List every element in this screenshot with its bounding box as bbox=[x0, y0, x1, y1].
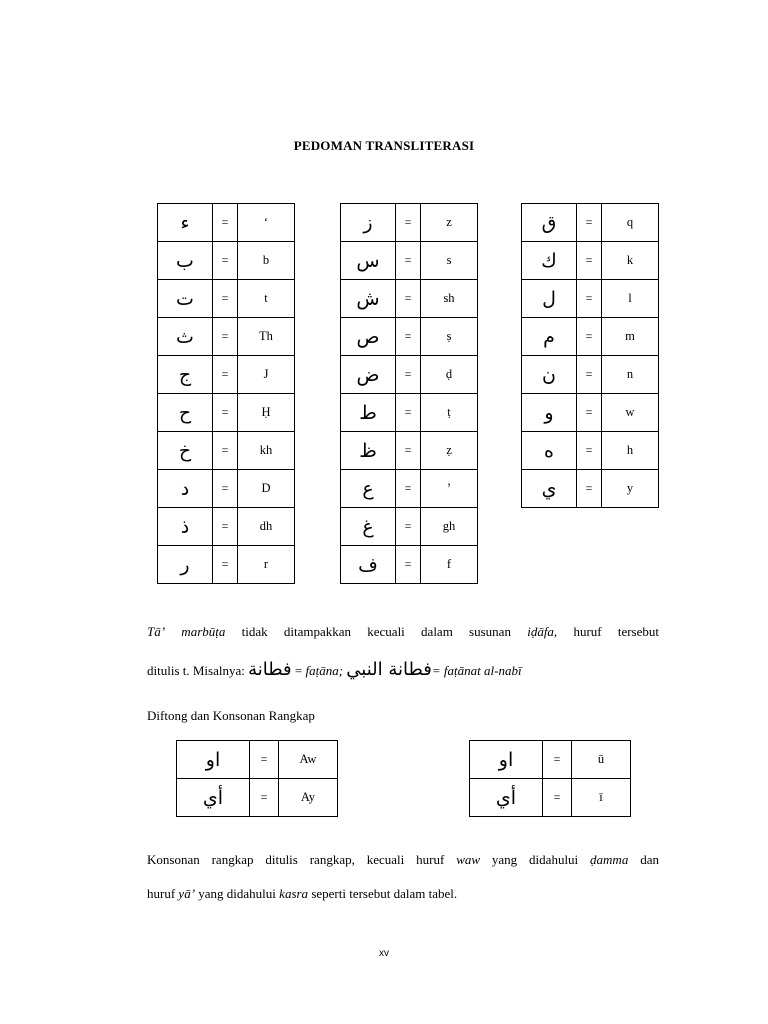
latin-transliteration: n bbox=[602, 356, 659, 394]
latin-transliteration: w bbox=[602, 394, 659, 432]
equals-sign: = bbox=[396, 356, 421, 394]
table-row bbox=[341, 470, 478, 508]
table-row bbox=[158, 470, 295, 508]
equals-sign: = bbox=[213, 204, 238, 242]
latin-transliteration: s bbox=[421, 242, 478, 280]
table-row bbox=[158, 432, 295, 470]
latin-transliteration: ḍ bbox=[421, 356, 478, 394]
para2-text1: ditulis t. Misalnya: bbox=[147, 663, 249, 678]
equals-sign: = bbox=[213, 470, 238, 508]
table-row bbox=[341, 508, 478, 546]
latin-transliteration: Aw bbox=[279, 741, 338, 779]
page-number: xv bbox=[379, 948, 389, 959]
latin-transliteration: kh bbox=[238, 432, 295, 470]
table-row bbox=[158, 204, 295, 242]
arabic-letter: ف bbox=[341, 546, 396, 584]
table-row bbox=[158, 546, 295, 584]
table-row bbox=[522, 432, 659, 470]
table-row bbox=[341, 356, 478, 394]
arabic-letter: أي bbox=[470, 779, 543, 817]
equals-sign: = bbox=[213, 546, 238, 584]
arabic-letter: خ bbox=[158, 432, 213, 470]
table-row bbox=[522, 470, 659, 508]
arabic-letter: ن bbox=[522, 356, 577, 394]
table-row bbox=[177, 741, 338, 779]
table-row bbox=[158, 356, 295, 394]
equals-sign: = bbox=[213, 242, 238, 280]
equals-sign: = bbox=[577, 356, 602, 394]
table-row bbox=[522, 204, 659, 242]
latin-transliteration: Ḥ bbox=[238, 394, 295, 432]
arabic-fatanat-al-nabi: فطانة النبي bbox=[346, 659, 432, 680]
equals-sign: = bbox=[577, 204, 602, 242]
table-row bbox=[158, 508, 295, 546]
table-row bbox=[522, 242, 659, 280]
paragraph-ta-marbuta bbox=[147, 622, 659, 642]
para4-text3: seperti tersebut dalam tabel. bbox=[308, 886, 458, 901]
arabic-letter: ح bbox=[158, 394, 213, 432]
latin-transliteration: f bbox=[421, 546, 478, 584]
arabic-letter: ت bbox=[158, 280, 213, 318]
para3-text2: yang didahului bbox=[480, 852, 591, 867]
equals-sign: = bbox=[396, 318, 421, 356]
table-row bbox=[158, 242, 295, 280]
translit-table-3 bbox=[521, 203, 659, 508]
equals-sign: = bbox=[577, 280, 602, 318]
arabic-letter: ض bbox=[341, 356, 396, 394]
latin-transliteration: h bbox=[602, 432, 659, 470]
table-row bbox=[177, 779, 338, 817]
diphthong-table-left bbox=[176, 740, 338, 817]
equals-sign: = bbox=[250, 741, 279, 779]
equals-sign: = bbox=[396, 432, 421, 470]
term-idafa: iḍāfa, bbox=[527, 624, 558, 639]
arabic-letter: أي bbox=[177, 779, 250, 817]
table-row bbox=[158, 318, 295, 356]
translit-table-2 bbox=[340, 203, 478, 584]
latin-transliteration: ī bbox=[572, 779, 631, 817]
arabic-letter: ك bbox=[522, 242, 577, 280]
arabic-letter: ش bbox=[341, 280, 396, 318]
table-row bbox=[158, 280, 295, 318]
latin-transliteration: ṭ bbox=[421, 394, 478, 432]
arabic-fatana: فطانة bbox=[248, 659, 292, 680]
arabic-letter: ع bbox=[341, 470, 396, 508]
equals-sign: = bbox=[543, 741, 572, 779]
arabic-letter: غ bbox=[341, 508, 396, 546]
equals-sign: = bbox=[396, 204, 421, 242]
latin-transliteration: ʻ bbox=[238, 204, 295, 242]
arabic-letter: س bbox=[341, 242, 396, 280]
latin-transliteration: y bbox=[602, 470, 659, 508]
arabic-letter: ط bbox=[341, 394, 396, 432]
page-title: PEDOMAN TRANSLITERASI bbox=[293, 138, 475, 153]
latin-transliteration: gh bbox=[421, 508, 478, 546]
latin-transliteration: t bbox=[238, 280, 295, 318]
latin-transliteration: b bbox=[238, 242, 295, 280]
latin-transliteration: Th bbox=[238, 318, 295, 356]
table-row bbox=[341, 432, 478, 470]
latin-transliteration: D bbox=[238, 470, 295, 508]
table-row bbox=[522, 394, 659, 432]
latin-transliteration: Ay bbox=[279, 779, 338, 817]
arabic-letter: او bbox=[470, 741, 543, 779]
latin-transliteration: ū bbox=[572, 741, 631, 779]
arabic-letter: ء bbox=[158, 204, 213, 242]
latin-transliteration: ẓ bbox=[421, 432, 478, 470]
table-row bbox=[341, 242, 478, 280]
table-row bbox=[470, 779, 631, 817]
arabic-letter: ذ bbox=[158, 508, 213, 546]
arabic-letter: ر bbox=[158, 546, 213, 584]
equals-sign: = bbox=[396, 394, 421, 432]
equals-sign: = bbox=[396, 546, 421, 584]
latin-transliteration: ʼ bbox=[421, 470, 478, 508]
arabic-letter: ظ bbox=[341, 432, 396, 470]
arabic-letter: ه bbox=[522, 432, 577, 470]
translit-fatanat-al-nabi: = faṭānat al-nabī bbox=[431, 663, 522, 678]
equals-sign: = bbox=[213, 394, 238, 432]
table-row bbox=[522, 280, 659, 318]
latin-transliteration: l bbox=[602, 280, 659, 318]
equals-sign: = bbox=[577, 470, 602, 508]
equals-sign: = bbox=[213, 280, 238, 318]
equals-sign: = bbox=[396, 470, 421, 508]
arabic-letter: ص bbox=[341, 318, 396, 356]
arabic-letter: ي bbox=[522, 470, 577, 508]
paragraph-ya bbox=[147, 884, 659, 904]
latin-transliteration: k bbox=[602, 242, 659, 280]
latin-transliteration: z bbox=[421, 204, 478, 242]
latin-transliteration: J bbox=[238, 356, 295, 394]
latin-transliteration: dh bbox=[238, 508, 295, 546]
arabic-letter: ج bbox=[158, 356, 213, 394]
arabic-letter: ث bbox=[158, 318, 213, 356]
para3-text3: dan bbox=[628, 852, 659, 867]
para3-text1: Konsonan rangkap ditulis rangkap, kecuali huruf bbox=[147, 852, 457, 867]
arabic-letter: و bbox=[522, 394, 577, 432]
table-row bbox=[522, 318, 659, 356]
arabic-letter: د bbox=[158, 470, 213, 508]
term-damma: ḍamma bbox=[590, 852, 629, 867]
table-row bbox=[341, 394, 478, 432]
para1-text1: tidak ditampakkan kecuali dalam susunan bbox=[225, 624, 528, 639]
translit-table-1 bbox=[157, 203, 295, 584]
table-row bbox=[158, 394, 295, 432]
diphthong-heading: Diftong dan Konsonan Rangkap bbox=[147, 708, 315, 723]
diphthong-table-right bbox=[469, 740, 631, 817]
equals-sign: = bbox=[250, 779, 279, 817]
term-ya: yāʼ bbox=[178, 886, 196, 901]
arabic-letter: ب bbox=[158, 242, 213, 280]
equals-sign: = bbox=[213, 508, 238, 546]
table-row bbox=[341, 546, 478, 584]
equals-sign: = bbox=[577, 394, 602, 432]
table-row bbox=[341, 280, 478, 318]
equals-sign: = bbox=[396, 242, 421, 280]
term-waw: waw bbox=[456, 852, 481, 867]
arabic-letter: ق bbox=[522, 204, 577, 242]
latin-transliteration: ṣ bbox=[421, 318, 478, 356]
latin-transliteration: r bbox=[238, 546, 295, 584]
latin-transliteration: sh bbox=[421, 280, 478, 318]
paragraph-konsonan-rangkap bbox=[147, 850, 659, 870]
equals-sign: = bbox=[213, 356, 238, 394]
latin-transliteration: q bbox=[602, 204, 659, 242]
para1-text2: huruf tersebut bbox=[557, 624, 659, 639]
equals-sign: = bbox=[396, 508, 421, 546]
term-kasra: kasra bbox=[279, 886, 309, 901]
paragraph-example bbox=[147, 660, 659, 681]
table-row bbox=[470, 741, 631, 779]
equals-sign: = bbox=[213, 432, 238, 470]
latin-transliteration: m bbox=[602, 318, 659, 356]
term-ta-marbuta: Tāʼ marbūṭa bbox=[147, 624, 226, 639]
equals-sign: = bbox=[577, 318, 602, 356]
equals-sign: = bbox=[577, 242, 602, 280]
equals-sign: = bbox=[213, 318, 238, 356]
table-row bbox=[522, 356, 659, 394]
arabic-letter: م bbox=[522, 318, 577, 356]
arabic-letter: او bbox=[177, 741, 250, 779]
para4-text1: huruf bbox=[147, 886, 179, 901]
arabic-letter: ل bbox=[522, 280, 577, 318]
translit-fatana: faṭāna; bbox=[305, 663, 344, 678]
table-row bbox=[341, 318, 478, 356]
equals-sign: = bbox=[396, 280, 421, 318]
arabic-letter: ز bbox=[341, 204, 396, 242]
equals-sign: = bbox=[543, 779, 572, 817]
para4-text2: yang didahului bbox=[195, 886, 280, 901]
para2-eq: = bbox=[291, 663, 306, 678]
table-row bbox=[341, 204, 478, 242]
equals-sign: = bbox=[577, 432, 602, 470]
